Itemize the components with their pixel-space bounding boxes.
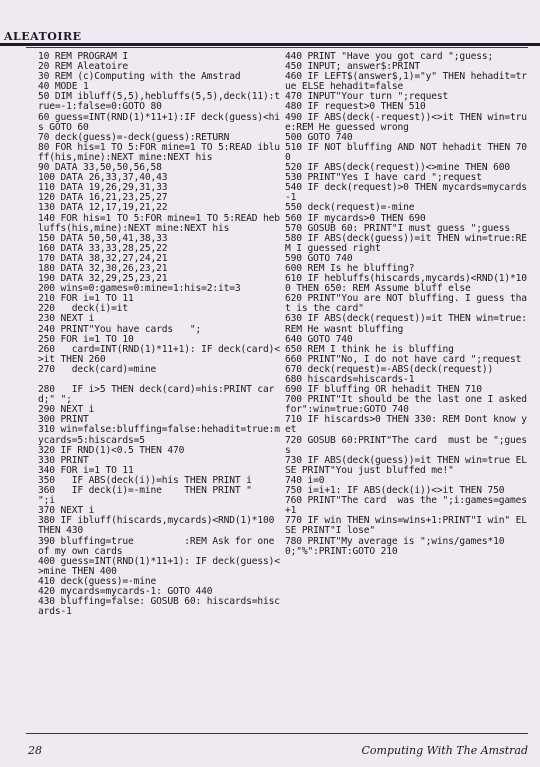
code-line: 80 FOR his=1 TO 5:FOR mine=1 TO 5:READ ibluff(his,mine):NEXT mine:NEXT his xyxy=(38,141,280,163)
code-line: 450 INPUT; answer$:PRINT xyxy=(285,61,421,73)
code-line: 430 bluffing=false: GOSUB 60: hiscards=hiscards-1 xyxy=(38,596,280,618)
code-line: 300 PRINT xyxy=(38,414,89,426)
code-line: 620 PRINT"You are NOT bluffing. I guess that is the card" xyxy=(285,293,527,315)
code-line: 540 IF deck(request)>0 THEN mycards=mycards-1 xyxy=(285,182,527,204)
code-line: 190 DATA 32,29,25,23,21 xyxy=(38,273,168,285)
code-line: 590 GOTO 740 xyxy=(285,252,353,264)
code-line: 650 REM I think he is bluffing xyxy=(285,343,454,355)
code-line: 630 IF ABS(deck(request))=it THEN win=true:REM He wasnt bluffing xyxy=(285,313,527,335)
code-line: 740 i=0 xyxy=(285,474,325,486)
code-line: 390 bluffing=true :REM Ask for one of my own cards xyxy=(38,535,280,557)
code-line: 760 PRINT"The card was the ";i:games=games+1 xyxy=(285,495,527,517)
code-line: 310 win=false:bluffing=false:hehadit=true:mycards=5:hiscards=5 xyxy=(38,424,280,446)
code-line: 490 IF ABS(deck(-request))<>it THEN win=true:REM He guessed wrong xyxy=(285,111,527,133)
code-line: 640 GOTO 740 xyxy=(285,333,353,345)
code-line: 130 DATA 12,17,19,21,22 xyxy=(38,202,168,214)
code-line: 510 IF NOT bluffing AND NOT hehadit THEN 700 xyxy=(285,141,527,163)
code-line: 660 PRINT"No, I do not have card ";request xyxy=(285,353,522,365)
top-rule xyxy=(26,47,528,48)
code-line: 400 guess=INT(RND(1)*11+1): IF deck(guess)<>mine THEN 400 xyxy=(38,555,280,577)
code-line: 70 deck(guess)=-deck(guess):RETURN xyxy=(38,131,230,143)
code-line: 100 DATA 26,33,37,40,43 xyxy=(38,172,168,184)
code-line: 180 DATA 32,30,26,23,21 xyxy=(38,262,168,274)
code-line: 230 NEXT i xyxy=(38,313,95,325)
code-line: 10 REM PROGRAM I xyxy=(38,51,129,62)
code-line: 210 FOR i=1 TO 11 xyxy=(38,293,134,305)
code-line: 150 DATA 50,50,41,38,33 xyxy=(38,232,168,244)
code-line: 500 GOTO 740 xyxy=(285,131,353,143)
code-line: 750 i=i+1: IF ABS(deck(i))<>it THEN 750 xyxy=(285,485,505,497)
code-line: 330 PRINT xyxy=(38,454,89,466)
code-line: 60 guess=INT(RND(1)*11+1):IF deck(guess)<his GOTO 60 xyxy=(38,111,280,133)
page-number: 28 xyxy=(28,744,42,757)
code-line: 20 REM Aleatoire xyxy=(38,61,129,73)
code-line: 370 NEXT i xyxy=(38,505,95,517)
code-line: 30 REM (c)Computing with the Amstrad xyxy=(38,71,241,83)
section-title: ALEATOIRE xyxy=(4,30,82,43)
code-line: 730 IF ABS(deck(guess))=it THEN win=true ELSE PRINT"You just bluffed me!" xyxy=(285,454,527,476)
listing-right-column xyxy=(285,51,533,557)
code-line: 680 hiscards=hiscards-1 xyxy=(285,374,415,385)
code-line: 700 PRINT"It should be the last one I asked for":win=true:GOTO 740 xyxy=(285,394,533,416)
code-line: 40 MODE 1 xyxy=(38,81,89,93)
code-line: 420 mycards=mycards-1: GOTO 440 xyxy=(38,585,213,597)
code-line: 470 INPUT"Your turn ";request xyxy=(285,91,449,103)
code-line: 780 PRINT"My average is ";wins/games*100;"%":PRINT:GOTO 210 xyxy=(285,535,505,557)
code-line: 690 IF bluffing OR hehadit THEN 710 xyxy=(285,384,482,396)
magazine-title: Computing With The Amstrad xyxy=(361,744,528,757)
code-line: 170 DATA 38,32,27,24,21 xyxy=(38,252,168,264)
code-line: 280 IF i>5 THEN deck(card)=his:PRINT card;" "; xyxy=(38,384,275,406)
code-line: 270 deck(card)=mine xyxy=(38,363,157,375)
code-line: 290 NEXT i xyxy=(38,404,95,416)
code-line: 530 PRINT"Yes I have card ";request xyxy=(285,172,482,184)
code-line: 560 IF mycards>0 THEN 690 xyxy=(285,212,426,224)
code-line: 240 PRINT"You have cards "; xyxy=(38,323,202,335)
code-line: 340 FOR i=1 TO 11 xyxy=(38,464,134,476)
listing-left-column xyxy=(38,52,283,617)
code-line: 220 deck(i)=it xyxy=(38,303,129,315)
bottom-rule xyxy=(26,733,528,734)
code-line: 320 IF RND(1)<0.5 THEN 470 xyxy=(38,444,185,456)
code-line: 110 DATA 19,26,29,31,33 xyxy=(38,182,168,194)
code-line: 480 IF request>0 THEN 510 xyxy=(285,101,426,113)
code-line: 410 deck(guess)=-mine xyxy=(38,575,157,587)
code-line: 200 wins=0:games=0:mine=1:his=2:it=3 xyxy=(38,283,241,295)
code-line: 610 IF hebluffs(hiscards,mycards)<RND(1)*100 THEN 650: REM Assume bluff else xyxy=(285,273,527,295)
code-line: 50 DIM ibluff(5,5),hebluffs(5,5),deck(11):true=-1:false=0:GOTO 80 xyxy=(38,91,280,113)
code-line: 580 IF ABS(deck(guess))=it THEN win=true:REM I guessed right xyxy=(285,232,527,254)
code-line: 710 IF hiscards>0 THEN 330: REM Dont know yet xyxy=(285,414,527,436)
code-line: 770 IF win THEN wins=wins+1:PRINT"I win" ELSE PRINT"I lose" xyxy=(285,515,527,537)
code-line: 160 DATA 33,33,28,25,22 xyxy=(38,242,168,254)
code-line: 550 deck(request)=-mine xyxy=(285,202,415,214)
code-line: 90 DATA 33,50,50,56,58 xyxy=(38,162,162,174)
code-line: 670 deck(request)=-ABS(deck(request)) xyxy=(285,363,494,375)
code-line: 600 REM Is he bluffing? xyxy=(285,262,415,274)
code-line: 250 FOR i=1 TO 10 xyxy=(38,333,134,345)
code-line: 120 DATA 16,21,23,25,27 xyxy=(38,192,168,204)
code-line: 380 IF ibluff(hiscards,mycards)<RND(1)*100 THEN 430 xyxy=(38,515,280,537)
code-line: 520 IF ABS(deck(request))<>mine THEN 600 xyxy=(285,162,511,174)
code-line: 350 IF ABS(deck(i))=his THEN PRINT i xyxy=(38,474,252,486)
code-line: 440 PRINT "Have you got card ";guess; xyxy=(285,51,494,62)
code-line: 360 IF deck(i)=-mine THEN PRINT " ";i xyxy=(38,485,275,507)
code-line: 570 GOSUB 60: PRINT"I must guess ";guess xyxy=(285,222,511,234)
code-line: 720 GOSUB 60:PRINT"The card must be ";guess xyxy=(285,434,527,456)
code-line: 460 IF LEFT$(answer$,1)="y" THEN hehadit=true ELSE hehadit=false xyxy=(285,71,527,93)
code-line: 140 FOR his=1 TO 5:FOR mine=1 TO 5:READ hebluffs(his,mine):NEXT mine:NEXT his xyxy=(38,212,280,234)
code-line: 260 card=INT(RND(1)*11+1): IF deck(card)<>it THEN 260 xyxy=(38,343,280,365)
